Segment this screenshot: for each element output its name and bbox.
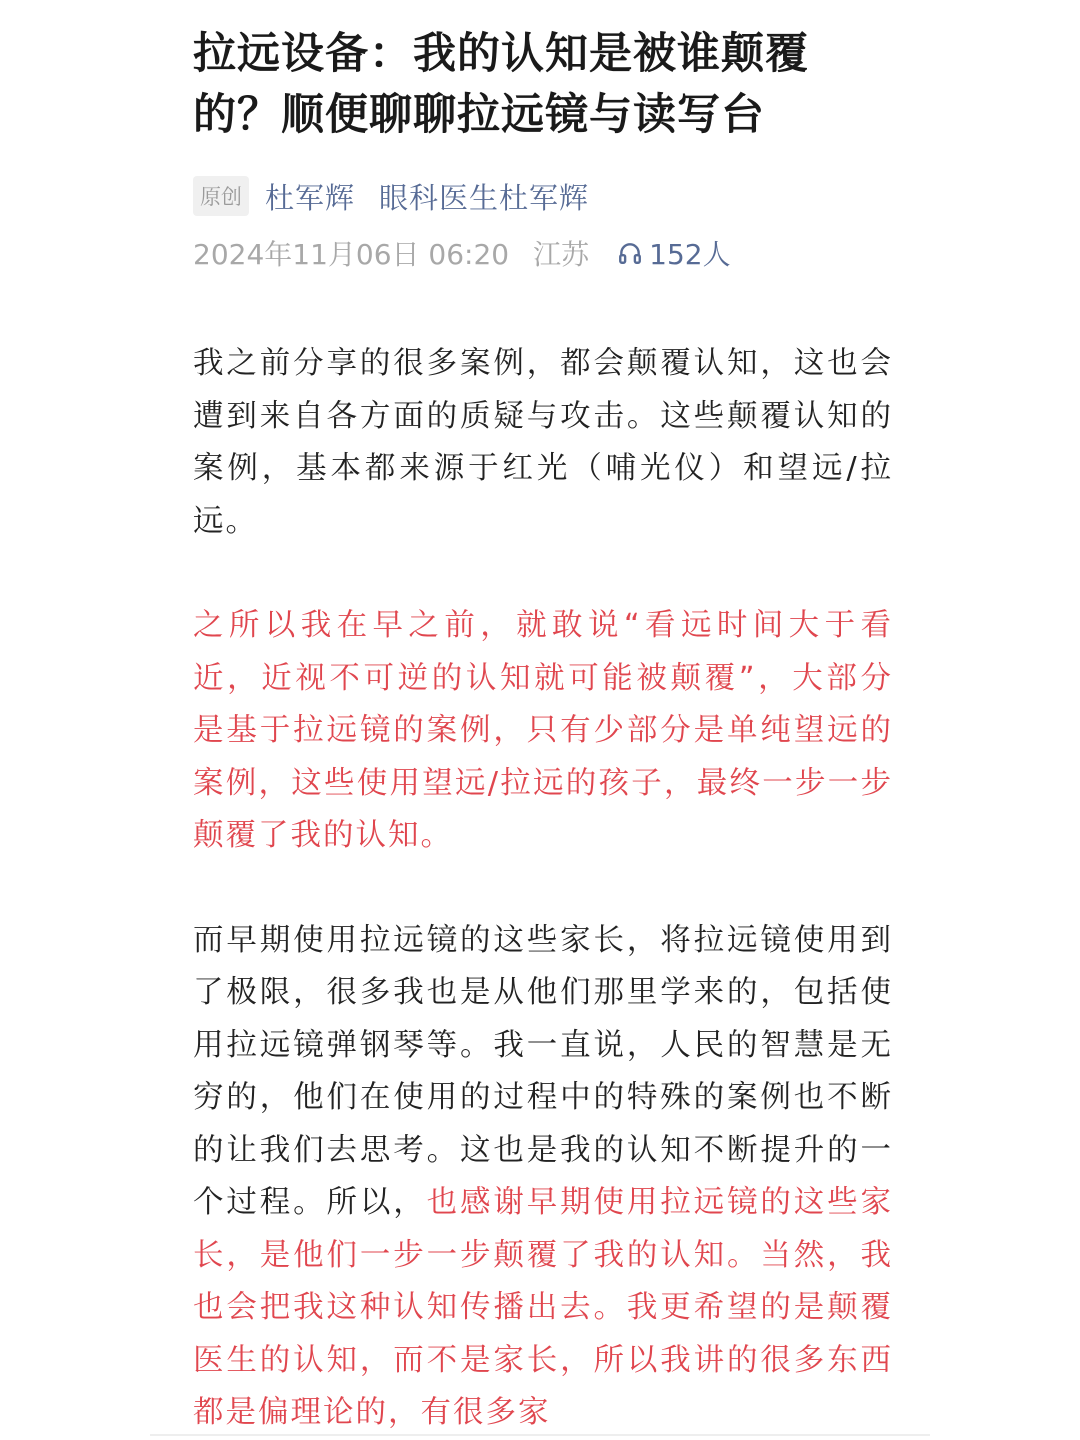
account-link[interactable]: 眼科医生杜军辉 bbox=[379, 180, 590, 215]
article-title: 拉远设备：我的认知是被谁颠覆的？顺便聊聊拉远镜与读写台 bbox=[193, 29, 809, 140]
headphones-icon bbox=[617, 240, 643, 266]
original-badge: 原创 bbox=[193, 176, 249, 216]
publish-datetime: 2024年11月06日 06:20 bbox=[193, 238, 510, 271]
listen-count: 152人 bbox=[649, 238, 731, 271]
paragraph-1: 我之前分享的很多案例，都会颠覆认知，这也会遭到来自各方面的质疑与攻击。这些颠覆认知的案例，基本都来源于红光（哺光仪）和望远/拉远。 bbox=[193, 346, 893, 539]
listen-button[interactable] bbox=[617, 233, 730, 273]
author-link[interactable]: 杜军辉 bbox=[265, 180, 356, 215]
publish-info-row bbox=[193, 233, 893, 273]
paragraph-2-highlight: 之所以我在早之前，就敢说“看远时间大于看近，近视不可逆的认知就可能被颠覆”，大部分是基于拉远镜的案例，只有少部分是单纯望远的案例，这些使用望远/拉远的孩子，最终一步一步颠覆了我的认知。 bbox=[193, 608, 893, 853]
paragraph-3-highlight: 也感谢早期使用拉远镜的这些家长，是他们一步一步颠覆了我的认知。当然，我也会把我这种认知传播出去。我更希望的是颠覆医生的认知，而不是家长，所以我讲的很多东西都是偏理论的，有很多家 bbox=[193, 1185, 893, 1430]
publish-location: 江苏 bbox=[533, 238, 590, 271]
article bbox=[193, 24, 893, 1440]
paragraph-3-text: 而早期使用拉远镜的这些家长，将拉远镜使用到了极限，很多我也是从他们那里学来的，包括使用拉远镜弹钢琴等。我一直说，人民的智慧是无穷的，他们在使用的过程中的特殊的案例也不断的让我们去思考。这也是我的认知不断提升的一个过程。所以， bbox=[193, 922, 893, 1220]
author-row bbox=[193, 176, 893, 216]
paragraph-3 bbox=[193, 915, 893, 1440]
divider bbox=[150, 1434, 930, 1436]
